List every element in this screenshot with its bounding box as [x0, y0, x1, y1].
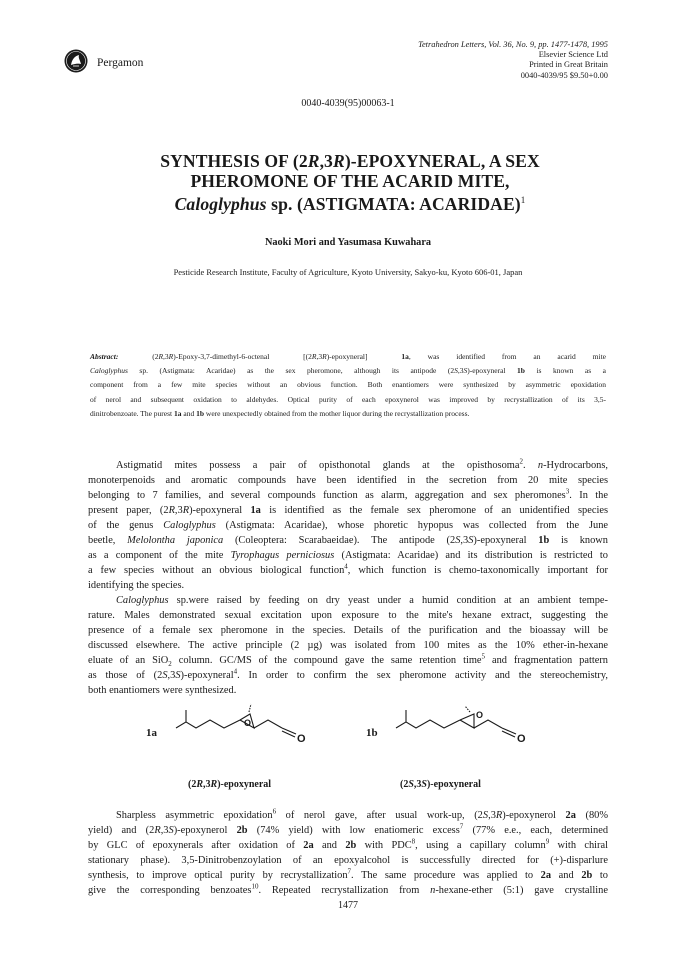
printed-line: Printed in Great Britain — [529, 60, 608, 70]
abstract-label: Abstract: — [90, 352, 119, 361]
caption-1b: (2S,3S)-epoxyneral — [400, 779, 481, 790]
body-line: discussed elsewhere. The active principle (2 µg) was isolated from 100 mites as the 10% ether-in-hexane — [88, 640, 608, 651]
issn-price: 0040-4039/95 $9.50+0.00 — [520, 70, 608, 80]
aldehyde-oxygen-1b: O — [517, 733, 526, 745]
aldehyde-oxygen-1a: O — [297, 733, 306, 745]
title-line-1: SYNTHESIS OF (2R,3R)-EPOXYNERAL, A SEX — [160, 151, 540, 171]
body-text-top — [88, 458, 608, 698]
body-line: stationary phase). 3,5-Dinitrobenzoylation of an epoxyalcohol is successfully directed for (+)-disparlure — [88, 855, 608, 866]
body-line: give the corresponding benzoates$^{10}$. Repeated recrystallization from n-hexane-ether (5:1) gave crystalline — [88, 882, 608, 896]
copyright-line: Elsevier Science Ltd — [538, 50, 608, 60]
body-line: both enantiomers were synthesized. — [88, 685, 237, 696]
epoxide-oxygen-1b: O — [476, 710, 484, 720]
body-line: Caloglyphus sp.were raised by feeding on dry yeast under a humid condition at an ambient tempe- — [116, 595, 608, 606]
body-line: Astigmatid mites possess a pair of opisthonotal glands at the opisthosoma$^2$. n-Hydrocarbons, — [116, 457, 608, 471]
journal-citation: Tetrahedron Letters, Vol. 36, No. 9, pp. 1477-1478, 1995 — [418, 40, 608, 49]
body-line: beetle, Melolontha japonica (Coleoptera: Scarabaeidae). The antipode (2S,3S)-epoxyneral 1b is known — [88, 535, 608, 546]
body-line: rature. Males demonstrated sexual excitation upon exposure to the mite's hexane extract, suggesting the — [88, 610, 608, 621]
body-line: by GLC of epoxynerals after oxidation of 2a and 2b with PDC$^8$, using a capillary column$^9$ with chiral — [88, 837, 608, 851]
author-list: Naoki Mori and Yasumasa Kuwahara — [264, 237, 432, 248]
label-1b: 1b — [366, 727, 378, 739]
pergamon-logo-icon — [64, 49, 88, 73]
abstract-line: of nerol and subsequent oxidation to aldehydes. Optical purity of each epoxynerol was improved by recrystallization of its 3,5- — [90, 394, 606, 404]
abstract-line: Abstract: (2R,3R)-Epoxy-3,7-dimethyl-6-octenal [(2R,3R)-epoxyneral] 1a, was identified from an acarid mite — [90, 352, 606, 361]
affiliation: Pesticide Research Institute, Faculty of Agriculture, Kyoto University, Sakyo-ku, Kyoto 606-01, Japan — [173, 267, 523, 277]
structure-1a — [176, 704, 296, 737]
abstract-line: Caloglyphus sp. (Astigmata: Acaridae) as the sex pheromone, although its antipode (2S,3S)-epoxyneral 1b is known as a — [90, 366, 606, 376]
body-line: eluate of an SiO$_2$ column. GC/MS of the compound gave the same retention time$^5$ and fragmentation pattern — [88, 652, 608, 669]
body-line: as a component of the mite Tyrophagus perniciosus (Astigmata: Acaridae) and its distribution is restricted to — [88, 550, 609, 561]
body-line: present paper, (2R,3R)-epoxyneral 1a is identified as the female sex pheromone of an unidentified species — [88, 505, 608, 516]
epoxide-oxygen-1a: O — [244, 718, 252, 728]
body-line: monoterpenoids and aromatic compounds have been identified in the secretion from 20 mite species — [88, 475, 608, 486]
body-line: a few species without an obvious biological function$^4$, which function is chemo-taxonomically important for — [88, 562, 608, 576]
abstract-line: dinitrobenzoate. The purest 1a and 1b were unexpectedly obtained from the mother liquor during the recrystallization process. — [90, 408, 470, 418]
body-line: yield) and (2R,3S)-epoxynerol 2b (74% yield) with low enatiomeric excess$^7$ (77% e.e., each, determined — [88, 822, 609, 836]
article-title — [90, 152, 610, 215]
body-text-bottom — [88, 808, 608, 898]
caption-1a: (2R,3R)-epoxyneral — [188, 779, 272, 790]
body-line: of the genus Caloglyphus (Astigmata: Acaridae), whose phoretic hypopus was collected from the June — [88, 520, 608, 531]
body-line: presence of a female sex pheromone in the species. Details of the purification and the bioassay will be — [88, 625, 608, 636]
journal-meta — [418, 40, 608, 81]
label-1a: 1a — [146, 727, 157, 739]
body-line: as those of (2S,3S)-epoxyneral$^4$. In order to confirm the sex pheromone activity and the stereochemistry, — [88, 667, 608, 681]
page-number: 1477 — [338, 900, 358, 911]
body-line: belonging to 7 families, and several compounds function as alarm, aggregation and sex pheromones$^3$. In the — [88, 487, 608, 501]
title-line-3: Caloglyphus sp. (ASTIGMATA: ACARIDAE)$^1$ — [174, 194, 526, 215]
structure-1b — [396, 706, 516, 737]
body-line: Sharpless asymmetric epoxidation$^6$ of nerol gave, after usual work-up, (2S,3R)-epoxynerol 2a (80% — [116, 807, 609, 821]
abstract — [90, 350, 606, 421]
body-line: synthesis, to improve optical purity by recrystallization$^7$. The same procedure was applied to 2a and 2b to — [88, 867, 608, 881]
publisher-name: Pergamon — [97, 57, 144, 69]
body-line: identifying the species. — [88, 580, 185, 591]
structure-scheme — [140, 698, 560, 778]
doi-code: 0040-4039(95)00063-1 — [301, 98, 395, 109]
page-header — [0, 0, 696, 109]
abstract-line: component from a few mite species without an obvious function. Both enantiomers were synthesized by asymmetric epoxidation — [90, 380, 606, 390]
title-line-2: PHEROMONE OF THE ACARID MITE, — [190, 170, 510, 191]
